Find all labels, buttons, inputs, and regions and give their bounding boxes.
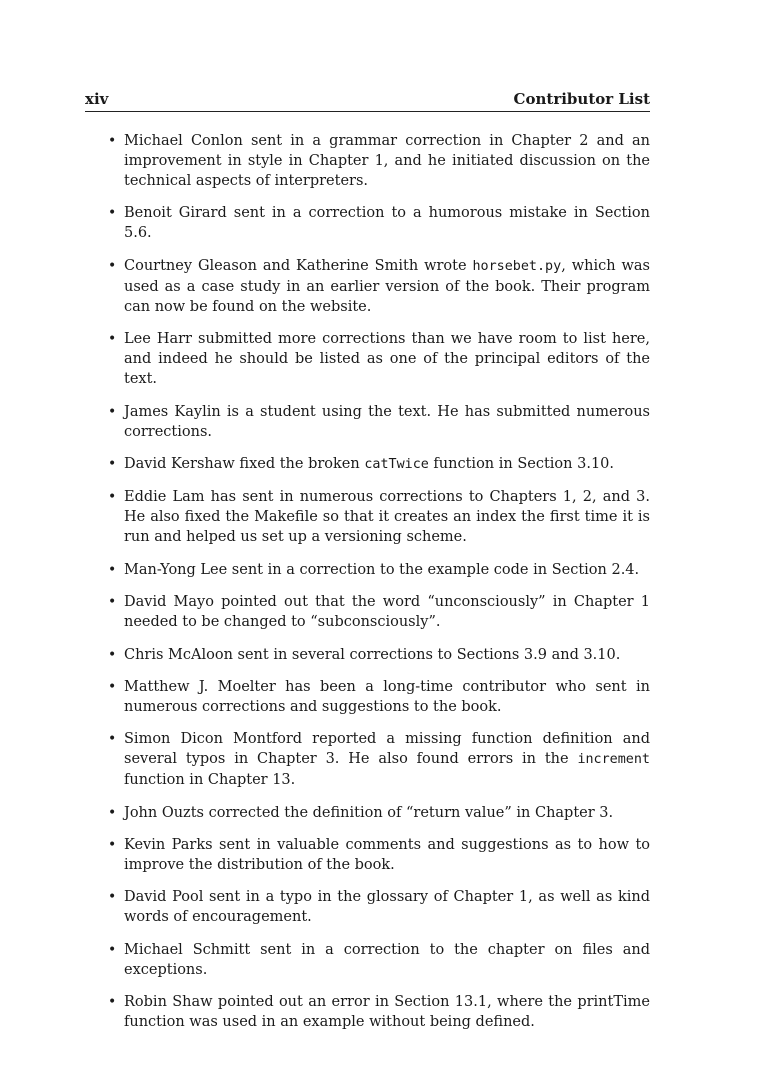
contributor-item: • John Ouzts corrected the definition of “return value” in Chapter 3.: [108, 804, 614, 821]
contributor-item: • Courtney Gleason and Katherine Smith wrote horsebet.py, which was used as a case study in an earlier version of the book. Their program can now be found on the website.: [108, 257, 650, 315]
code-name: increment: [577, 752, 650, 768]
contributor-list: [85, 131, 650, 1032]
contributor-item: • Lee Harr submitted more corrections than we have room to list here, and indeed he should be listed as one of the principal editors of the text.: [108, 331, 650, 388]
contributor-item: • Chris McAloon sent in several corrections to Sections 3.9 and 3.10.: [108, 646, 621, 663]
contributor-item: • Benoit Girard sent in a correction to a humorous mistake in Section 5.6.: [108, 205, 650, 242]
bullet-icon: •: [108, 257, 117, 274]
bullet-icon: •: [108, 133, 117, 149]
contributor-item: • David Pool sent in a typo in the glossary of Chapter 1, as well as kind words of encouragement.: [108, 889, 650, 926]
running-head: [85, 90, 650, 112]
bullet-icon: •: [108, 205, 117, 222]
bullet-icon: •: [108, 837, 117, 854]
bullet-icon: •: [108, 331, 117, 348]
contributor-item: • Simon Dicon Montford reported a missing function definition and several typos in Chapter 3. He also found errors in the increment function in Chapter 13.: [108, 731, 650, 789]
bullet-icon: •: [108, 994, 117, 1011]
section-title: Contributor List: [513, 90, 650, 108]
contributor-item: • Man-Yong Lee sent in a correction to the example code in Section 2.4.: [108, 561, 640, 578]
bullet-icon: •: [108, 889, 117, 906]
bullet-icon: •: [108, 678, 117, 695]
contributor-item: • Michael Schmitt sent in a correction to the chapter on files and exceptions.: [108, 941, 650, 978]
bullet-icon: •: [108, 731, 117, 748]
code-name: catTwice: [364, 456, 429, 472]
contributor-item: • Matthew J. Moelter has been a long-time contributor who sent in numerous corrections and suggestions to the book.: [108, 678, 650, 715]
contributor-item: • Robin Shaw pointed out an error in Section 13.1, where the printTime function was used in an example without being defined.: [108, 994, 650, 1031]
contributor-item: • James Kaylin is a student using the text. He has submitted numerous corrections.: [108, 403, 650, 440]
contributor-item: • David Mayo pointed out that the word “unconsciously” in Chapter 1 needed to be changed to “subconsciously”.: [108, 594, 650, 631]
contributor-item: • David Kershaw fixed the broken catTwice function in Section 3.10.: [108, 455, 615, 472]
bullet-icon: •: [108, 646, 117, 663]
page-number: xiv: [85, 90, 109, 108]
bullet-icon: •: [108, 941, 117, 958]
page: [85, 90, 650, 1045]
code-name: horsebet.py: [472, 258, 562, 274]
contributor-item: • Michael Conlon sent in a grammar correction in Chapter 2 and an improvement in style in Chapter 1, and he initiated discussion on the technical aspects of interpreters.: [108, 133, 650, 189]
bullet-icon: •: [108, 804, 117, 821]
bullet-icon: •: [108, 403, 117, 420]
bullet-icon: •: [108, 561, 117, 578]
bullet-icon: •: [108, 455, 117, 472]
contributor-item: • Kevin Parks sent in valuable comments and suggestions as to how to improve the distribution of the book.: [108, 837, 650, 874]
contributor-item: • Eddie Lam has sent in numerous corrections to Chapters 1, 2, and 3. He also fixed the Makefile so that it creates an index the first time it is run and helped us set up a versioning scheme.: [108, 489, 650, 546]
bullet-icon: •: [108, 594, 117, 611]
bullet-icon: •: [108, 489, 117, 506]
